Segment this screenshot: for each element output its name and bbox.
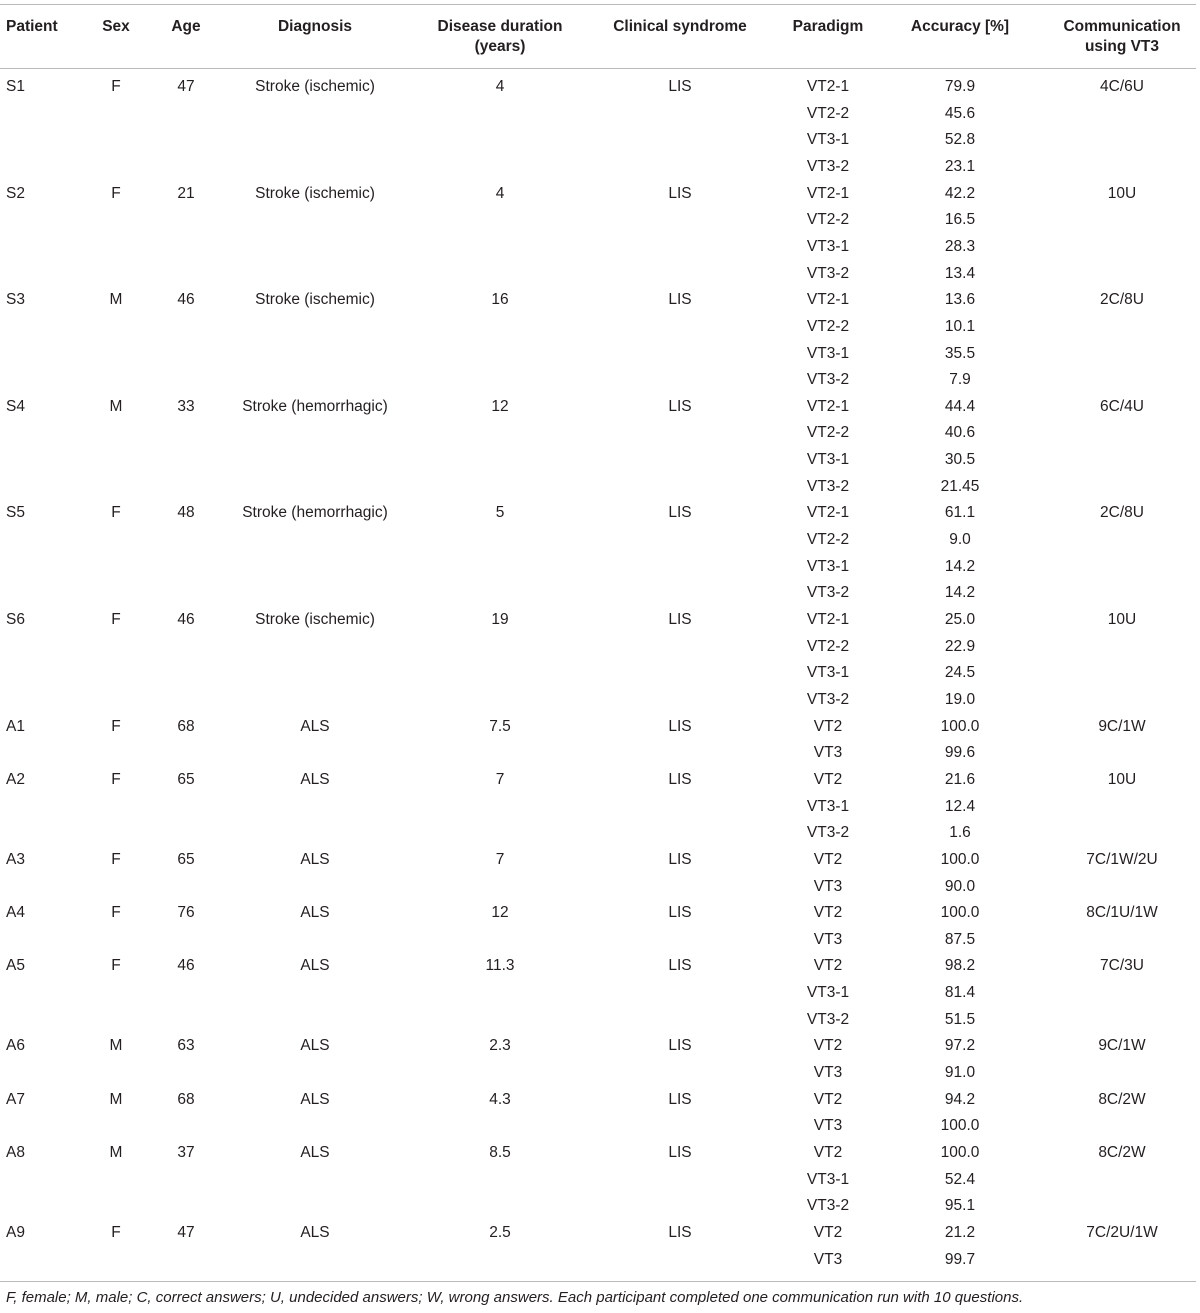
cell-accuracy: 97.2 <box>944 1037 976 1055</box>
cell-clinical-syndrome: LIS <box>668 904 692 922</box>
cell-accuracy: 7.9 <box>949 371 971 389</box>
cell-age: 46 <box>177 611 195 628</box>
cell-communication: 9C/1W <box>1098 717 1146 735</box>
cell-disease-duration: 8.5 <box>489 1144 511 1161</box>
header-diagnosis: Diagnosis <box>277 18 353 35</box>
cell-paradigm: VT3-1 <box>806 557 850 575</box>
cell-disease-duration: 12 <box>491 397 509 415</box>
cell-accuracy: 90.0 <box>944 877 976 895</box>
table-row <box>0 634 1200 661</box>
cell-communication: 2C/8U <box>1100 291 1144 309</box>
cell-sex: F <box>111 504 121 522</box>
cell-patient: S2 <box>6 184 25 202</box>
cell-paradigm: VT3-2 <box>806 1010 850 1028</box>
cell-age: 65 <box>177 850 195 868</box>
cell-patient: A2 <box>6 770 25 788</box>
table-row <box>0 660 1200 687</box>
cell-paradigm: VT2 <box>813 904 843 922</box>
cell-accuracy: 51.5 <box>944 1010 976 1028</box>
header-clinical-syndrome: Clinical syndrome <box>613 18 747 35</box>
cell-disease-duration: 4 <box>495 184 505 202</box>
table-row <box>0 367 1200 394</box>
table-row <box>0 820 1200 847</box>
cell-sex: F <box>111 184 121 202</box>
cell-accuracy: 100.0 <box>940 904 980 922</box>
table-header-rule <box>0 68 1196 69</box>
table-row <box>0 527 1200 554</box>
cell-communication: 10U <box>1107 184 1137 202</box>
cell-paradigm: VT2-2 <box>806 317 850 335</box>
cell-accuracy: 23.1 <box>944 157 976 175</box>
cell-accuracy: 25.0 <box>944 611 976 628</box>
cell-paradigm: VT3-2 <box>806 371 850 389</box>
cell-diagnosis: ALS <box>300 850 330 868</box>
cell-sex: M <box>109 291 123 309</box>
cell-sex: M <box>109 1037 123 1055</box>
cell-accuracy: 45.6 <box>944 104 976 122</box>
cell-paradigm: VT3-2 <box>806 1197 850 1215</box>
cell-disease-duration: 2.5 <box>489 1223 511 1241</box>
cell-clinical-syndrome: LIS <box>668 1144 692 1161</box>
cell-accuracy: 13.6 <box>944 291 976 309</box>
table-row <box>0 1087 1200 1114</box>
cell-clinical-syndrome: LIS <box>668 1037 692 1055</box>
cell-paradigm: VT2 <box>813 1144 843 1161</box>
cell-accuracy: 79.9 <box>944 78 976 95</box>
cell-diagnosis: ALS <box>300 1037 330 1055</box>
cell-disease-duration: 11.3 <box>485 957 515 975</box>
cell-accuracy: 30.5 <box>944 451 976 469</box>
cell-paradigm: VT2 <box>813 850 843 868</box>
table-row <box>0 500 1200 527</box>
cell-accuracy: 52.8 <box>944 131 976 149</box>
cell-accuracy: 21.45 <box>940 477 980 495</box>
cell-paradigm: VT2-2 <box>806 637 850 655</box>
cell-paradigm: VT2 <box>813 1090 843 1108</box>
cell-communication: 6C/4U <box>1100 397 1144 415</box>
cell-age: 47 <box>177 1223 195 1241</box>
cell-disease-duration: 16 <box>491 291 509 309</box>
cell-age: 37 <box>177 1144 195 1161</box>
cell-clinical-syndrome: LIS <box>668 504 692 522</box>
cell-accuracy: 12.4 <box>944 797 976 815</box>
cell-age: 48 <box>177 504 195 522</box>
cell-communication: 7C/1W/2U <box>1086 850 1158 868</box>
cell-sex: F <box>111 770 121 788</box>
cell-paradigm: VT3-1 <box>806 237 850 255</box>
cell-paradigm: VT3-2 <box>806 824 850 842</box>
table-row <box>0 980 1200 1007</box>
cell-paradigm: VT2-2 <box>806 211 850 229</box>
cell-clinical-syndrome: LIS <box>668 397 692 415</box>
cell-sex: M <box>109 1144 123 1161</box>
cell-paradigm: VT2-2 <box>806 104 850 122</box>
table-row <box>0 927 1200 954</box>
cell-accuracy: 13.4 <box>944 264 976 282</box>
cell-clinical-syndrome: LIS <box>668 717 692 735</box>
cell-age: 46 <box>177 291 195 309</box>
cell-age: 76 <box>177 904 195 922</box>
cell-paradigm: VT3-1 <box>806 664 850 682</box>
cell-communication: 10U <box>1107 611 1137 628</box>
cell-accuracy: 99.6 <box>944 744 976 762</box>
cell-clinical-syndrome: LIS <box>668 1223 692 1241</box>
table-row <box>0 794 1200 821</box>
cell-clinical-syndrome: LIS <box>668 850 692 868</box>
cell-disease-duration: 7 <box>495 850 505 868</box>
table-row <box>0 207 1200 234</box>
cell-diagnosis: ALS <box>300 770 330 788</box>
cell-patient: S5 <box>6 504 25 522</box>
cell-accuracy: 87.5 <box>944 930 976 948</box>
table-row <box>0 1033 1200 1060</box>
table-row <box>0 74 1200 101</box>
cell-patient: A3 <box>6 850 25 868</box>
cell-paradigm: VT2-1 <box>806 504 850 522</box>
cell-accuracy: 52.4 <box>944 1170 976 1188</box>
table-row <box>0 447 1200 474</box>
cell-diagnosis: ALS <box>300 1223 330 1241</box>
cell-accuracy: 1.6 <box>949 824 971 842</box>
cell-accuracy: 21.6 <box>944 770 976 788</box>
cell-diagnosis: ALS <box>300 957 330 975</box>
cell-paradigm: VT2 <box>813 717 843 735</box>
cell-paradigm: VT3-1 <box>806 131 850 149</box>
cell-sex: F <box>111 957 121 975</box>
cell-accuracy: 14.2 <box>944 584 976 602</box>
table-row <box>0 607 1200 634</box>
cell-patient: A8 <box>6 1144 25 1161</box>
table-row <box>0 1140 1200 1167</box>
cell-disease-duration: 19 <box>491 611 509 628</box>
cell-communication: 2C/8U <box>1100 504 1144 522</box>
cell-patient: A6 <box>6 1037 25 1055</box>
cell-diagnosis: Stroke (ischemic) <box>255 78 375 95</box>
cell-paradigm: VT3-1 <box>806 344 850 362</box>
table-row <box>0 101 1200 128</box>
table-row <box>0 1220 1200 1247</box>
cell-clinical-syndrome: LIS <box>668 957 692 975</box>
cell-paradigm: VT3-2 <box>806 477 850 495</box>
table-row <box>0 740 1200 767</box>
cell-patient: S1 <box>6 78 25 95</box>
cell-age: 47 <box>177 78 195 95</box>
cell-disease-duration: 2.3 <box>489 1037 511 1055</box>
cell-age: 68 <box>177 717 195 735</box>
cell-accuracy: 24.5 <box>944 664 976 682</box>
cell-accuracy: 100.0 <box>940 850 980 868</box>
cell-diagnosis: ALS <box>300 1144 330 1161</box>
cell-accuracy: 44.4 <box>944 397 976 415</box>
cell-communication: 8C/1U/1W <box>1086 904 1158 922</box>
table-row <box>0 554 1200 581</box>
cell-paradigm: VT3-2 <box>806 264 850 282</box>
cell-paradigm: VT2 <box>813 1223 843 1241</box>
cell-disease-duration: 12 <box>491 904 509 922</box>
table-row <box>0 234 1200 261</box>
cell-accuracy: 100.0 <box>940 717 980 735</box>
cell-paradigm: VT2-2 <box>806 424 850 442</box>
cell-paradigm: VT2-1 <box>806 184 850 202</box>
cell-communication: 7C/3U <box>1100 957 1144 975</box>
cell-patient: S4 <box>6 397 25 415</box>
cell-diagnosis: ALS <box>300 1090 330 1108</box>
cell-clinical-syndrome: LIS <box>668 184 692 202</box>
cell-sex: F <box>111 78 121 95</box>
table-row <box>0 261 1200 288</box>
cell-accuracy: 94.2 <box>944 1090 976 1108</box>
table-row <box>0 1167 1200 1194</box>
table-row <box>0 394 1200 421</box>
cell-patient: A5 <box>6 957 25 975</box>
cell-diagnosis: Stroke (ischemic) <box>255 291 375 309</box>
table-row <box>0 181 1200 208</box>
cell-age: 21 <box>177 184 195 202</box>
cell-accuracy: 99.7 <box>944 1250 976 1268</box>
header-disease-duration: Disease duration (years) <box>437 18 563 55</box>
table-row <box>0 847 1200 874</box>
cell-patient: A7 <box>6 1090 25 1108</box>
cell-accuracy: 100.0 <box>940 1144 980 1161</box>
cell-accuracy: 21.2 <box>944 1223 976 1241</box>
cell-accuracy: 40.6 <box>944 424 976 442</box>
cell-accuracy: 98.2 <box>944 957 976 975</box>
cell-sex: M <box>109 397 123 415</box>
cell-paradigm: VT2-2 <box>806 531 850 549</box>
table-row <box>0 714 1200 741</box>
cell-patient: A4 <box>6 904 25 922</box>
cell-disease-duration: 4 <box>495 78 505 95</box>
cell-disease-duration: 7.5 <box>489 717 511 735</box>
cell-accuracy: 10.1 <box>944 317 976 335</box>
cell-clinical-syndrome: LIS <box>668 1090 692 1108</box>
cell-age: 65 <box>177 770 195 788</box>
table-row <box>0 314 1200 341</box>
cell-paradigm: VT3 <box>813 930 843 948</box>
cell-accuracy: 28.3 <box>944 237 976 255</box>
cell-diagnosis: ALS <box>300 717 330 735</box>
cell-paradigm: VT3 <box>813 1064 843 1082</box>
cell-accuracy: 91.0 <box>944 1064 976 1082</box>
table-row <box>0 874 1200 901</box>
cell-communication: 4C/6U <box>1100 78 1144 95</box>
cell-clinical-syndrome: LIS <box>668 78 692 95</box>
cell-accuracy: 19.0 <box>944 690 976 708</box>
header-accuracy: Accuracy [%] <box>910 18 1010 35</box>
cell-communication: 7C/2U/1W <box>1086 1223 1158 1241</box>
cell-paradigm: VT2 <box>813 1037 843 1055</box>
cell-patient: S6 <box>6 611 25 628</box>
table-row <box>0 341 1200 368</box>
cell-communication: 8C/2W <box>1098 1144 1146 1161</box>
table-footnote: F, female; M, male; C, correct answers; U, undecided answers; W, wrong answers. Each participant completed one communication run with 10 questions. <box>6 1289 1024 1306</box>
cell-diagnosis: ALS <box>300 904 330 922</box>
cell-clinical-syndrome: LIS <box>668 611 692 628</box>
cell-paradigm: VT3 <box>813 1117 843 1135</box>
cell-communication: 8C/2W <box>1098 1090 1146 1108</box>
cell-accuracy: 42.2 <box>944 184 976 202</box>
cell-diagnosis: Stroke (ischemic) <box>255 184 375 202</box>
cell-sex: M <box>109 1090 123 1108</box>
cell-paradigm: VT3 <box>813 744 843 762</box>
cell-patient: A9 <box>6 1223 25 1241</box>
cell-sex: F <box>111 717 121 735</box>
cell-accuracy: 61.1 <box>944 504 976 522</box>
cell-diagnosis: Stroke (hemorrhagic) <box>242 504 388 522</box>
table-row <box>0 1113 1200 1140</box>
cell-diagnosis: Stroke (ischemic) <box>255 611 375 628</box>
table-row <box>0 1247 1200 1274</box>
table-row <box>0 474 1200 501</box>
cell-paradigm: VT2-1 <box>806 78 850 95</box>
cell-paradigm: VT3-2 <box>806 690 850 708</box>
header-communication: Communication using VT3 <box>1063 18 1181 55</box>
cell-accuracy: 95.1 <box>944 1197 976 1215</box>
cell-clinical-syndrome: LIS <box>668 291 692 309</box>
table-row <box>0 767 1200 794</box>
cell-paradigm: VT3-1 <box>806 797 850 815</box>
cell-age: 33 <box>177 397 195 415</box>
cell-paradigm: VT3-2 <box>806 157 850 175</box>
cell-diagnosis: Stroke (hemorrhagic) <box>242 397 388 415</box>
header-age: Age <box>171 18 201 35</box>
cell-paradigm: VT3-1 <box>806 1170 850 1188</box>
cell-paradigm: VT2-1 <box>806 397 850 415</box>
header-paradigm: Paradigm <box>792 18 864 35</box>
table-row <box>0 287 1200 314</box>
table-row <box>0 1193 1200 1220</box>
table-row <box>0 154 1200 181</box>
table-row <box>0 1007 1200 1034</box>
cell-accuracy: 14.2 <box>944 557 976 575</box>
table-bottom-rule <box>0 1281 1196 1282</box>
cell-sex: F <box>111 1223 121 1241</box>
cell-accuracy: 35.5 <box>944 344 976 362</box>
cell-paradigm: VT2 <box>813 770 843 788</box>
cell-disease-duration: 7 <box>495 770 505 788</box>
cell-accuracy: 22.9 <box>944 637 976 655</box>
cell-paradigm: VT3 <box>813 1250 843 1268</box>
table-row <box>0 580 1200 607</box>
cell-sex: F <box>111 611 121 628</box>
table-row <box>0 900 1200 927</box>
cell-accuracy: 100.0 <box>940 1117 980 1135</box>
cell-paradigm: VT3 <box>813 877 843 895</box>
cell-clinical-syndrome: LIS <box>668 770 692 788</box>
table-header-row <box>0 5 1200 68</box>
cell-disease-duration: 5 <box>495 504 505 522</box>
cell-paradigm: VT2 <box>813 957 843 975</box>
cell-communication: 9C/1W <box>1098 1037 1146 1055</box>
cell-accuracy: 9.0 <box>949 531 971 549</box>
cell-paradigm: VT2-1 <box>806 611 850 628</box>
header-patient: Patient <box>6 18 58 35</box>
table-row <box>0 127 1200 154</box>
table-row <box>0 1060 1200 1087</box>
cell-paradigm: VT3-2 <box>806 584 850 602</box>
cell-accuracy: 81.4 <box>944 984 976 1002</box>
cell-patient: S3 <box>6 291 25 309</box>
cell-paradigm: VT2-1 <box>806 291 850 309</box>
cell-sex: F <box>111 850 121 868</box>
cell-paradigm: VT3-1 <box>806 984 850 1002</box>
cell-sex: F <box>111 904 121 922</box>
cell-age: 46 <box>177 957 195 975</box>
cell-paradigm: VT3-1 <box>806 451 850 469</box>
cell-disease-duration: 4.3 <box>489 1090 511 1108</box>
cell-accuracy: 16.5 <box>944 211 976 229</box>
table-row <box>0 687 1200 714</box>
cell-patient: A1 <box>6 717 25 735</box>
cell-age: 68 <box>177 1090 195 1108</box>
table-row <box>0 953 1200 980</box>
table-row <box>0 420 1200 447</box>
cell-communication: 10U <box>1107 770 1137 788</box>
cell-age: 63 <box>177 1037 195 1055</box>
header-sex: Sex <box>102 18 130 35</box>
